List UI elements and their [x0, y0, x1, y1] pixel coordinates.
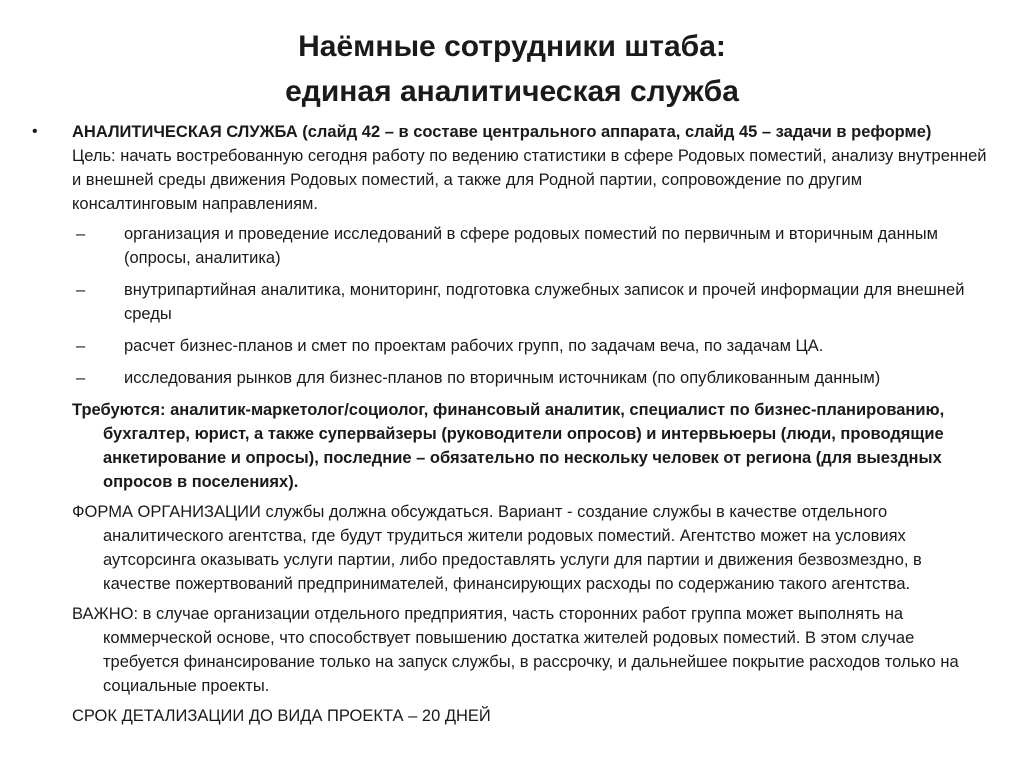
deadline-note: СРОК ДЕТАЛИЗАЦИИ ДО ВИДА ПРОЕКТА – 20 ДНЕЙ [72, 707, 491, 725]
organization-form: ФОРМА ОРГАНИЗАЦИИ службы должна обсуждаться. Вариант - создание службы в качестве отдельного аналитического агентства, где будут трудиться жители родовых поместий. Агентство может на условиях аутсорсинга оказывать услуги партии, либо предоставлять услуги для партии и движения безвозмездно, в качестве пожертвований предпринимателей, финансирующих расходы по содержанию такого агентства. [72, 503, 922, 593]
bullet-dot-icon: • [32, 123, 38, 140]
task-text: расчет бизнес-планов и смет по проектам рабочих групп, по задачам веча, по задачам ЦА. [124, 337, 824, 355]
main-bullet [30, 120, 990, 736]
task-item [72, 366, 990, 390]
section-goal: Цель: начать востребованную сегодня работу по ведению статистики в сфере Родовых поместий, анализу внутренней и внешней среды движения Родовых поместий, а также для Родной партии, сопровождение по другим консалтинговым направлениям. [72, 147, 987, 213]
dash-icon: – [76, 337, 86, 355]
slide-title [0, 24, 1024, 114]
slide-title-line-2: единая аналитическая служба [285, 75, 739, 108]
task-text: организация и проведение исследований в сфере родовых поместий по первичным и вторичным данным (опросы, аналитика) [124, 225, 939, 267]
task-item [72, 278, 990, 326]
slide-title-line-1: Наёмные сотрудники штаба: [298, 30, 726, 63]
task-text: исследования рынков для бизнес-планов по вторичным источникам (по опубликованным данным) [124, 369, 881, 387]
task-list [72, 222, 990, 390]
task-text: внутрипартийная аналитика, мониторинг, подготовка служебных записок и прочей информации для внешней среды [124, 281, 965, 323]
important-note: ВАЖНО: в случае организации отдельного предприятия, часть сторонних работ группа может выполнять на коммерческой основе, что способствует повышению достатка жителей родовых поместий. В этом случае требуется финансирование только на запуск службы, в рассрочку, и дальнейшее покрытие расходов только на социальные проекты. [72, 605, 959, 695]
dash-icon: – [76, 369, 86, 387]
task-item [72, 334, 990, 358]
dash-icon: – [76, 225, 86, 243]
section-heading: АНАЛИТИЧЕСКАЯ СЛУЖБА (слайд 42 – в составе центрального аппарата, слайд 45 – задачи в реформе) [72, 123, 932, 141]
main-bullet-body [72, 120, 990, 736]
required-staff: Требуются: аналитик-маркетолог/социолог, финансовый аналитик, специалист по бизнес-планированию, бухгалтер, юрист, а также супервайзеры (руководители опросов) и интервьюеры (люди, проводящие анкетирование и опросы), последние – обязательно по нескольку человек от региона (для выездных опросов в поселениях). [72, 401, 945, 491]
slide-content [30, 120, 990, 736]
task-item [72, 222, 990, 270]
dash-icon: – [76, 281, 86, 299]
